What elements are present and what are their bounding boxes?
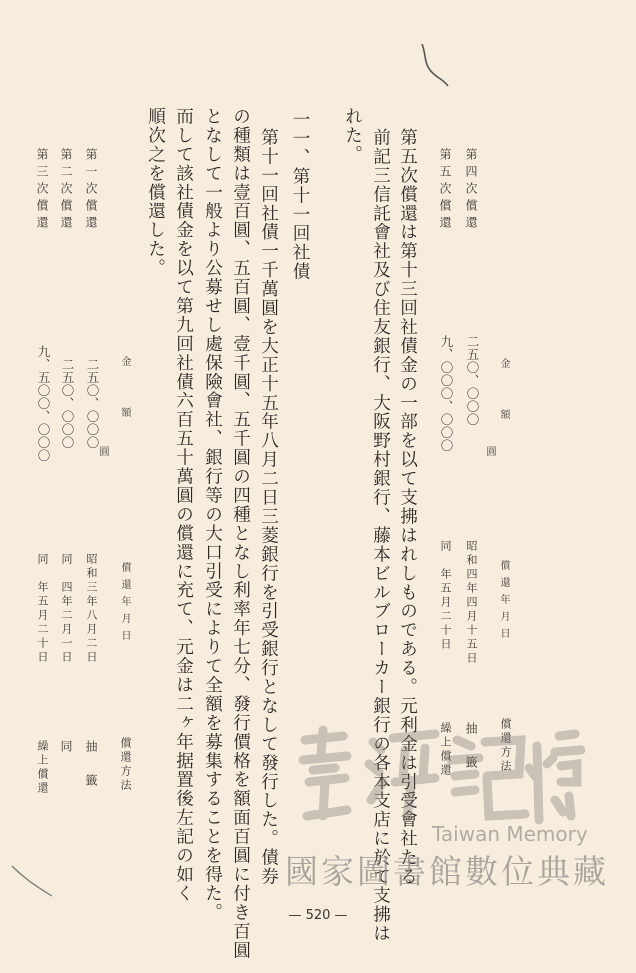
table1-row1-method: 抽 籤 xyxy=(464,722,478,773)
table1-method-header: 償還方法 xyxy=(499,718,512,774)
table2-row3-amount: 九、五〇〇、〇〇〇 xyxy=(36,345,51,462)
section-heading: 一一、第十一回社債 xyxy=(290,110,310,281)
table2-row3-method: 繰上償還 xyxy=(36,740,49,796)
table2-row3-date: 同 年五月二十日 xyxy=(36,553,49,665)
table2-row1-amount: 二五〇、〇〇〇 xyxy=(85,358,100,449)
table1-amount-header: 金 額 xyxy=(498,358,509,426)
paper-scratch-mark-2 xyxy=(8,862,58,902)
table1-row2-label: 第五次償還 xyxy=(438,148,452,233)
table2-method-header: 償還方法 xyxy=(119,737,132,793)
para1-line1: 第五次償還は第十三回社債金の一部を以て支拂はれしものである。元利金は引受會社たる xyxy=(397,128,418,886)
table1-date-header: 償還年月日 xyxy=(498,560,509,645)
para2-line2: の種類は壹百圓、五百圓、壹千圓、五千圓の四種となし利率年七分、發行價格を額面百圓に付き百圓 xyxy=(230,107,251,960)
table2-date-header: 償還年月日 xyxy=(119,562,130,647)
table1-row1-date: 昭和四年四月十五日 xyxy=(465,540,478,666)
taiwan-memory-calligraphy-logo xyxy=(285,720,585,830)
table2-row1-method: 抽 籤 xyxy=(84,740,98,791)
table1-row1-amount: 二五〇、〇〇〇 xyxy=(465,335,480,426)
table2-yen-unit: 圓 xyxy=(97,446,108,463)
table2-row2-method: 同 xyxy=(59,740,73,757)
table1-row2-date: 同 年五月二十日 xyxy=(439,540,452,652)
page-number: — 520 — xyxy=(288,908,348,923)
table1-row1-label: 第四次償還 xyxy=(464,148,478,233)
para1-line2: 前記三信託會社及び住友銀行、大阪野村銀行、藤本ビルブローカー銀行の各本支店に於て支拂は xyxy=(370,128,391,943)
table2-row1-date: 昭和三年八月二日 xyxy=(85,553,98,665)
table2-amount-header: 金 額 xyxy=(119,356,130,424)
table1-row2-method: 繰上償還 xyxy=(439,722,452,778)
para2-line4: 而して該社債金を以て第九回社債六百五十萬圓の償還に充て、元金は二ヶ年据置後左記の如く xyxy=(173,107,194,903)
para2-line3: となして一般より公募せし處保險會社、銀行等の大口引受によりて全額を募集することを得た。 xyxy=(202,107,223,922)
para2-line1: 第十一回社債一千萬圓を大正十五年八月二日三菱銀行を引受銀行となして發行した。債券 xyxy=(258,128,279,886)
table1-yen-unit: 圓 xyxy=(484,446,495,463)
table1-row2-amount: 九、〇〇〇、〇〇〇 xyxy=(439,335,454,452)
table2-row3-label: 第三次償還 xyxy=(35,148,49,233)
table2-row1-label: 第一次償還 xyxy=(84,148,98,233)
watermark-english: Taiwan Memory xyxy=(432,822,588,846)
para1-line3: れた。 xyxy=(342,107,363,164)
table2-row2-label: 第二次償還 xyxy=(59,148,73,233)
paper-scratch-mark xyxy=(414,40,454,90)
para2-line5: 順次之を償還した。 xyxy=(145,107,166,278)
table2-row2-date: 同 四年二月一日 xyxy=(60,553,73,665)
table2-row2-amount: 二五〇、〇〇〇 xyxy=(60,358,75,449)
watermark-chinese: 國家圖書館數位典藏 xyxy=(285,852,609,891)
